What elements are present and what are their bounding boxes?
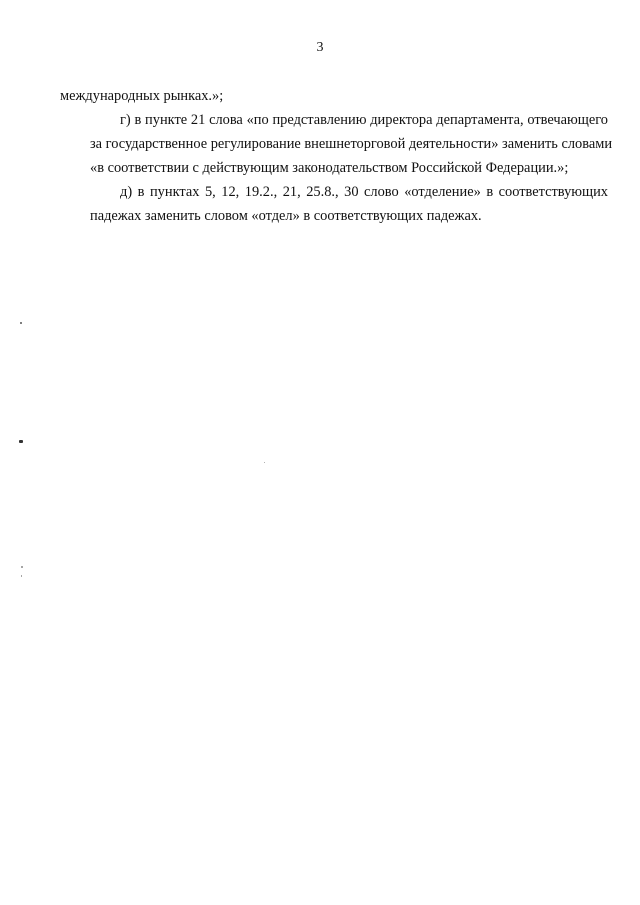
paragraph-2 — [60, 108, 613, 180]
scan-speck — [20, 322, 22, 324]
paragraph-3 — [60, 180, 608, 228]
document-body — [60, 84, 613, 228]
page-number: 3 — [316, 40, 324, 55]
text-line: падежах заменить словом «отдел» в соответствующих падежах. — [90, 208, 482, 224]
text-line: «в соответствии с действующим законодательством Российской Федерации.»; — [90, 160, 569, 176]
text-line: д) в пунктах 5, 12, 19.2., 21, 25.8., 30 слово «отделение» в соответствующих — [120, 184, 608, 200]
scan-speck — [19, 440, 23, 443]
text-line: международных рынках.»; — [60, 88, 224, 104]
scan-speck — [21, 566, 23, 568]
text-line: за государственное регулирование внешнеторговой деятельности» заменить словами — [90, 136, 613, 152]
text-line: г) в пункте 21 слова «по представлению директора департамента, отвечающего — [120, 112, 608, 128]
scan-speck — [264, 462, 265, 463]
paragraph-1 — [60, 84, 608, 108]
scan-speck — [21, 575, 22, 577]
